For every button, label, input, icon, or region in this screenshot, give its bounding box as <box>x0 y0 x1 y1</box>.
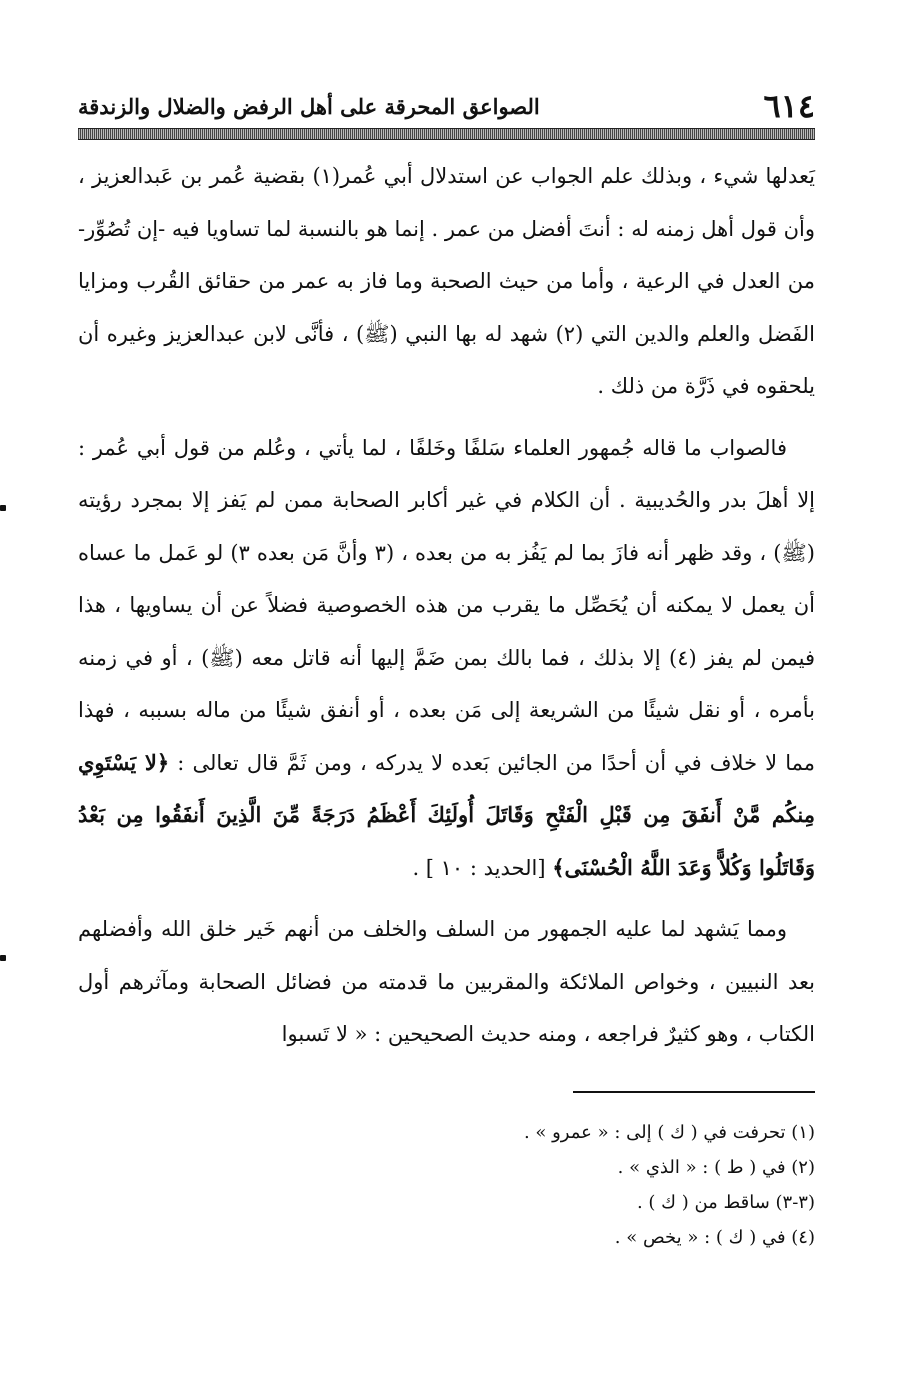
footnote-divider <box>573 1091 815 1093</box>
footnote-2: (٢) في ( ط ) : « الذي » . <box>617 1157 815 1178</box>
paragraph-3-text: ومما يَشهد لما عليه الجمهور من السلف والخلف من أنهم خَير خلق الله وأفضلهم بعد النبيين ، وخواص الملائكة والمقربين ما قدمته من فضائل الصحابة ومآثرهم أول الكتاب ، وهو كثيرٌ فراجعه ، ومنه حديث الصحيحين : « لا تَسبوا <box>78 917 815 1046</box>
margin-mark <box>0 505 6 511</box>
paragraph-1-text: يَعدلها شيء ، وبذلك علم الجواب عن استدلال أبي عُمر(١) بقضية عُمر بن عَبدالعزيز ، وأن قول أهل زمنه له : أنتَ أفضل من عمر . إنما هو بالنسبة لما تساويا فيه -إن تُصُوِّر- من العدل في الرعية ، وأما من حيث الصحبة وما فاز به عمر من حقائق القُرب ومزايا الفَضل والعلم والدين التي (٢) شهد له بها النبي (ﷺ) ، فأنَّى لابن عبدالعزيز وغيره أن يلحقوه في ذَرَّة من ذلك . <box>78 164 815 398</box>
margin-mark <box>0 955 6 961</box>
page-number: ٦١٤ <box>763 87 815 125</box>
running-title: الصواعق المحرقة على أهل الرفض والضلال والزندقة <box>78 94 540 119</box>
page-header <box>78 88 815 124</box>
paragraph-3 <box>78 903 815 1061</box>
main-text <box>78 150 815 1061</box>
quran-verse: ﴿لا يَسْتَوِي مِنكُم مَّنْ أَنفَقَ مِن قَبْلِ الْفَتْحِ وَقَاتَلَ أُولَئِكَ أَعْظَمُ دَرَجَةً مِّنَ الَّذِينَ أَنفَقُوا مِن بَعْدُ وَقَاتَلُوا وَكُلاًّ وَعَدَ اللَّهُ الْحُسْنَى﴾ <box>78 749 815 880</box>
verse-citation: [الحديد : ١٠ ] . <box>412 855 546 880</box>
footnote-4: (٤) في ( ك ) : « يخص » . <box>614 1227 815 1248</box>
paragraph-2 <box>78 422 815 895</box>
paragraph-2-text: فالصواب ما قاله جُمهور العلماء سَلفًا وخَلفًا ، لما يأتي ، وعُلم من قول أبي عُمر : إلا أهلَ بدر والحُديبية . أن الكلام في غير أكابر الصحابة ممن لم يَفز إلا بمجرد رؤيته (ﷺ) ، وقد ظهر أنه فازَ بما لم يَفُز به من بعده ، (٣ وأنَّ مَن بعده ٣) لو عَمل ما عساه أن يعمل لا يمكنه أن يُحَصِّل ما يقرب من هذه الخصوصية فضلاً عن أن يساويها ، هذا فيمن لم يفز (٤) إلا بذلك ، فما بالك بمن ضَمَّ إليها أنه قاتل معه (ﷺ) ، أو في زمنه بأمره ، أو نقل شيئًا من الشريعة إلى مَن بعده ، أو أنفق شيئًا من ماله بسببه ، فهذا مما لا خلاف في أن أحدًا من الجائين بَعده لا يدركه ، ومن ثَمَّ قال تعالى : <box>78 435 815 775</box>
paragraph-1 <box>78 150 815 413</box>
footnote-1: (١) تحرفت في ( ك ) إلى : « عمرو » . <box>523 1122 815 1143</box>
footnote-3: (٣-٣) ساقط من ( ك ) . <box>636 1192 815 1213</box>
header-divider <box>78 128 815 140</box>
footnotes <box>300 1115 815 1255</box>
